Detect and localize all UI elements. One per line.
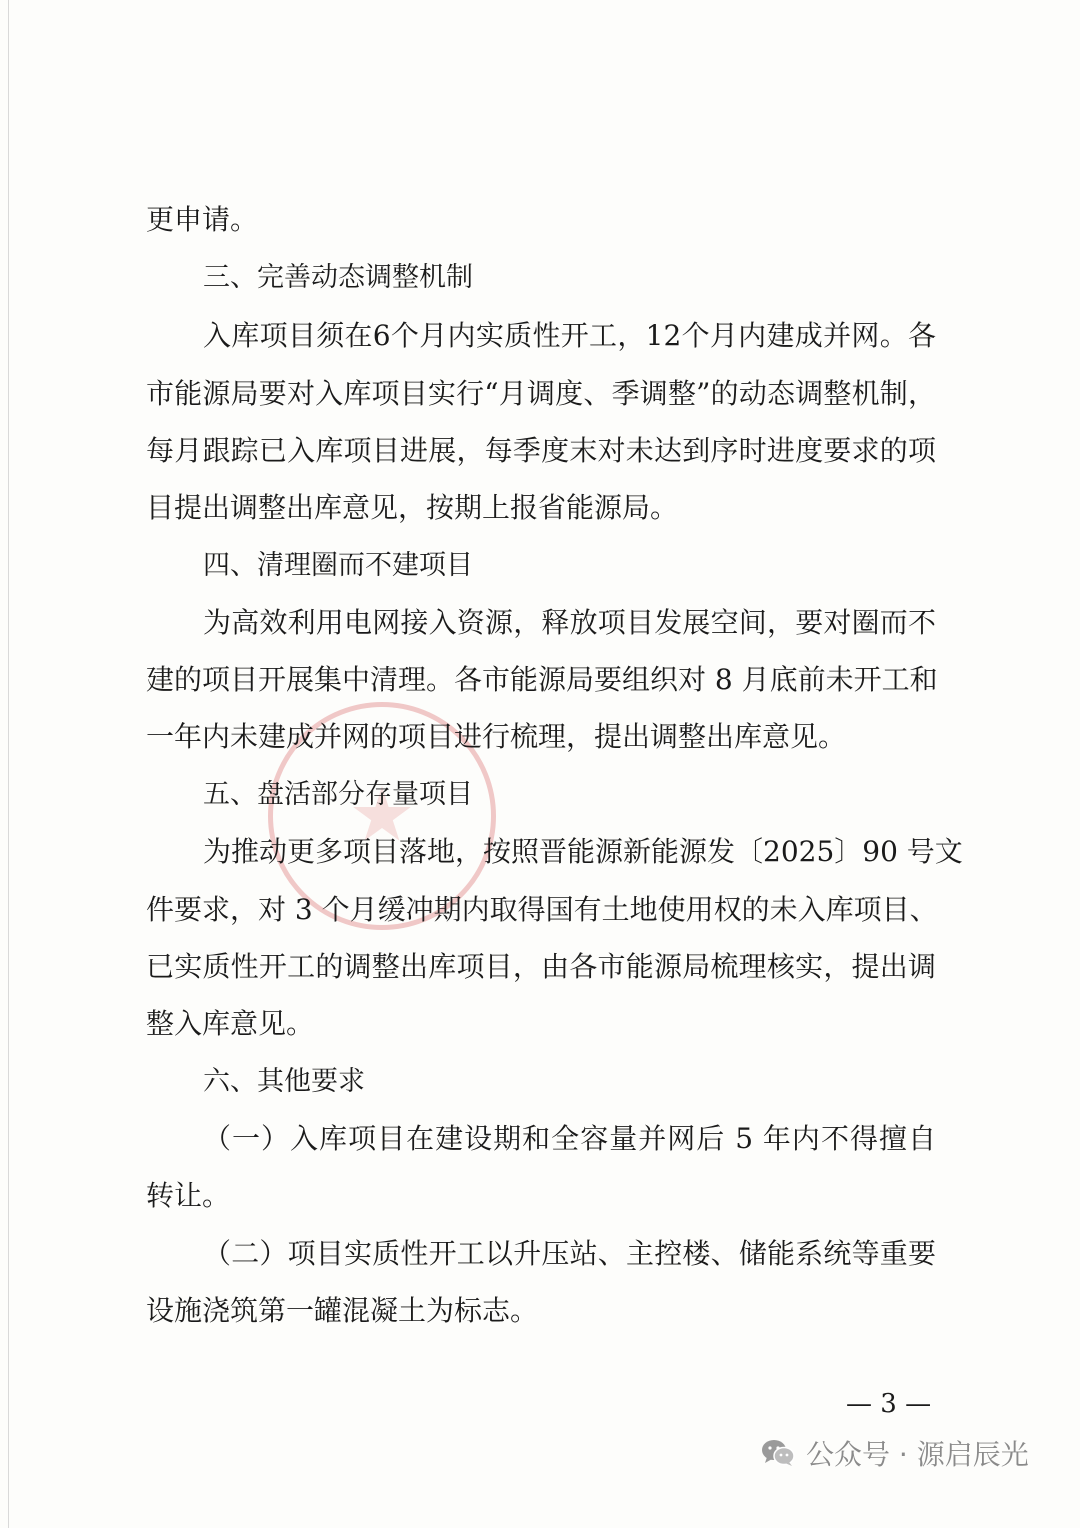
page-number: — 3 —	[846, 1389, 932, 1419]
body-line: 为推动更多项目落地，按照晋能源新能源发〔2025〕90 号文	[203, 835, 963, 868]
body-line: 设施浇筑第一罐混凝土为标志。	[146, 1294, 539, 1327]
body-line: 建的项目开展集中清理。各市能源局要组织对 8 月底前未开工和	[146, 663, 938, 696]
body-line: （二）项目实质性开工以升压站、主控楼、储能系统等重要	[203, 1237, 936, 1270]
body-line: 转让。	[146, 1179, 231, 1212]
body-line: （一）入库项目在建设期和全容量并网后 5 年内不得擅自	[203, 1122, 936, 1155]
page-edge	[8, 0, 9, 1528]
watermark	[760, 1428, 1029, 1478]
watermark-text: 公众号 · 源启辰光	[806, 1438, 1029, 1471]
section-heading: 三、完善动态调整机制	[203, 262, 473, 293]
section-heading: 五、盘活部分存量项目	[203, 779, 473, 810]
body-line: 目提出调整出库意见，按期上报省能源局。	[146, 491, 679, 524]
section-heading: 六、其他要求	[203, 1066, 365, 1097]
body-line: 已实质性开工的调整出库项目，由各市能源局梳理核实，提出调	[146, 950, 936, 983]
body-line: 为高效利用电网接入资源，释放项目发展空间，要对圈而不	[203, 606, 936, 639]
body-line: 件要求，对 3 个月缓冲期内取得国有土地使用权的未入库项目、	[146, 893, 938, 926]
section-heading: 四、清理圈而不建项目	[203, 550, 473, 581]
body-line: 每月跟踪已入库项目进展，每季度末对未达到序时进度要求的项	[146, 434, 936, 467]
body-line: 入库项目须在6个月内实质性开工，12个月内建成并网。各	[203, 319, 936, 352]
body-line: 市能源局要对入库项目实行“月调度、季调整”的动态调整机制，	[146, 377, 936, 410]
wechat-icon	[760, 1438, 796, 1468]
body-line: 更申请。	[146, 203, 259, 236]
body-line: 一年内未建成并网的项目进行梳理，提出调整出库意见。	[146, 720, 847, 753]
body-line: 整入库意见。	[146, 1007, 315, 1040]
